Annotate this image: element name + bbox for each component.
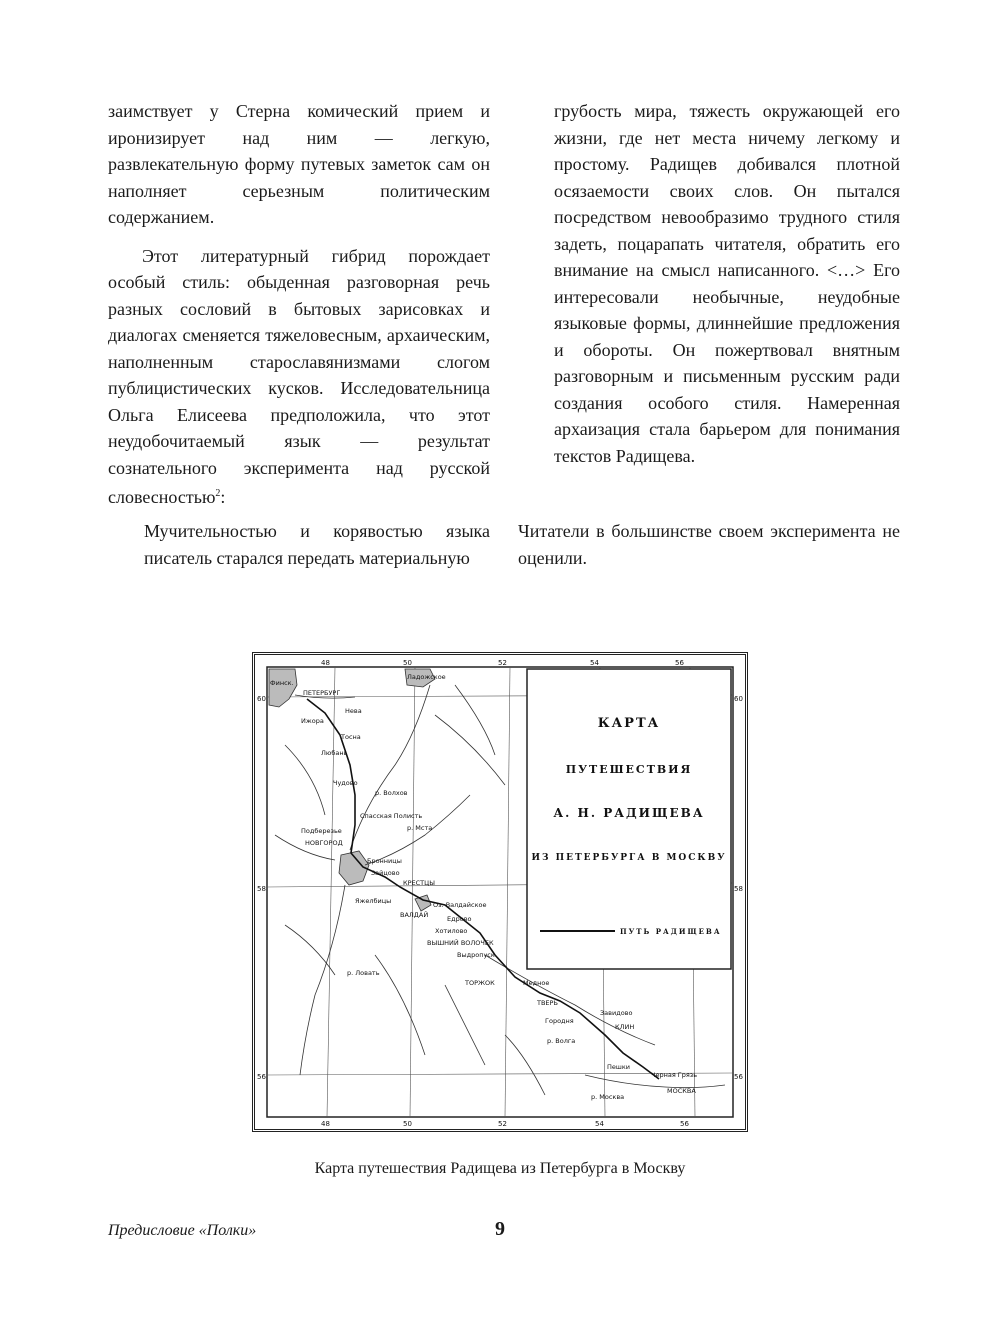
paragraph: заимствует у Стерна комический прием и иронизирует над ним — легкую, развлекательную форму путевых заметок сам он наполняет серьезным политическим содержанием.	[108, 101, 490, 227]
lon-label: 48	[321, 659, 330, 667]
place-label: Черная Грязь	[651, 1071, 698, 1079]
place-label: КРЕСТЦЫ	[403, 879, 435, 887]
lon-label: 50	[403, 659, 412, 667]
place-label: р. Москва	[591, 1093, 625, 1101]
lat-label: 60	[734, 695, 743, 703]
journey-map	[252, 652, 748, 1132]
lon-label: 54	[595, 1120, 604, 1128]
right-column	[518, 98, 900, 469]
place-label: НОВГОРОД	[305, 839, 343, 847]
lat-label: 56	[257, 1073, 266, 1081]
place-label: МОСКВА	[667, 1087, 696, 1095]
legend-label: ПУТЬ РАДИЩЕВА	[620, 927, 722, 936]
map-title-line: КАРТА	[597, 716, 661, 731]
place-label: Финск.	[270, 679, 294, 687]
place-label: Любань	[321, 749, 348, 757]
place-label: р. Мста	[407, 824, 433, 832]
place-label: ВЫШНИЙ ВОЛОЧЕК	[427, 939, 494, 947]
place-label: Бронницы	[367, 857, 402, 865]
place-label: р. Волхов	[375, 789, 408, 797]
river-lovat	[300, 885, 345, 1075]
place-label: р. Ловать	[347, 969, 380, 977]
map-title-line: ПУТЕШЕСТВИЯ	[565, 763, 693, 776]
map-title-line: ИЗ ПЕТЕРБУРГА В МОСКВУ	[531, 853, 727, 863]
place-label: Едрово	[447, 915, 472, 923]
left-column	[108, 98, 490, 511]
place-label: Пешки	[607, 1063, 630, 1071]
gulf-finland-shape	[269, 669, 297, 707]
lat-label: 58	[257, 885, 266, 893]
place-label: ПЕТЕРБУРГ	[303, 689, 341, 697]
place-label: Спасская Полисть	[360, 812, 423, 820]
right-column-tail	[518, 518, 900, 571]
map-caption: Карта путешествия Радищева из Петербурга в Москву	[314, 1160, 686, 1177]
lon-label: 56	[675, 659, 684, 667]
lon-label: 52	[498, 659, 507, 667]
place-label: Нева	[345, 707, 362, 715]
place-label: ТВЕРЬ	[537, 999, 558, 1007]
paragraph: Читатели в большинстве своем эксперимента не оценили.	[518, 521, 900, 568]
place-label: р. Волга	[547, 1037, 576, 1045]
place-label: Хотилово	[435, 927, 468, 935]
place-label: Городня	[545, 1017, 574, 1025]
place-label: Ижора	[301, 717, 324, 725]
block-quote-text: Мучительностью и корявостью языка писатель старался передать материальную	[144, 521, 490, 568]
paragraph	[108, 243, 490, 511]
map-illustration	[255, 655, 745, 1129]
place-label: Ладожское	[407, 673, 446, 681]
place-label: ВАЛДАЙ	[400, 911, 429, 919]
place-label: Тосна	[341, 733, 361, 741]
place-label: КЛИН	[615, 1023, 635, 1031]
lat-label: 56	[734, 1073, 743, 1081]
block-quote: грубость мира, тяжесть окружающей его жизни, где нет места ничему легкому и простому. Радищев добивался плотной осязаемости своих слов. Он пытался посредством невообразимо трудного стиля задеть, поцарапать читателя, обратить его внимание на смысл написанного. <…> Его интересовали необычные, неудобные языковые формы, длиннейшие предложения и обороты. Он пожертвовал внятным разговорным и письменным русским ради создания особого стиля. Намеренная архаизация стала барьером для понимания текстов Радищева.	[554, 101, 900, 466]
paragraph-text: Этот литературный гибрид порождает особый стиль: обыденная разговорная речь разных сословий в бытовых зарисовках и диалогах сменяется тяжеловесным, архаическим, наполненным старославянизмами слогом публицистических кусков. Исследовательница Ольга Елисеева предположила, что этот неудобочитаемый язык — результат сознательного эксперимента над русской словесностью	[108, 245, 490, 507]
place-label: ТОРЖОК	[465, 979, 495, 987]
block-quote-start	[108, 518, 490, 571]
place-label: Медное	[523, 979, 550, 987]
lat-label: 58	[734, 885, 743, 893]
page-number: 9	[495, 1218, 505, 1240]
lon-label: 50	[403, 1120, 412, 1128]
place-label: Чудово	[333, 779, 358, 787]
place-label: Зайцово	[371, 869, 400, 877]
lon-label: 56	[680, 1120, 689, 1128]
lon-label: 48	[321, 1120, 330, 1128]
place-label: Подберезье	[301, 827, 342, 835]
place-label: Яжелбицы	[355, 897, 392, 905]
paragraph-text-end: :	[220, 487, 226, 507]
lon-label: 52	[498, 1120, 507, 1128]
place-label: Выдропуск	[457, 951, 495, 959]
place-label: Оз. Валдайское	[433, 901, 487, 909]
lon-label: 54	[590, 659, 599, 667]
place-label: Завидово	[600, 1009, 633, 1017]
lakes	[269, 669, 435, 911]
running-footer: Предисловие «Полки»	[108, 1222, 257, 1239]
lat-label: 60	[257, 695, 266, 703]
map-title-line: А. Н. РАДИЩЕВА	[553, 806, 705, 820]
footnote-ref[interactable]: 2	[215, 488, 221, 499]
